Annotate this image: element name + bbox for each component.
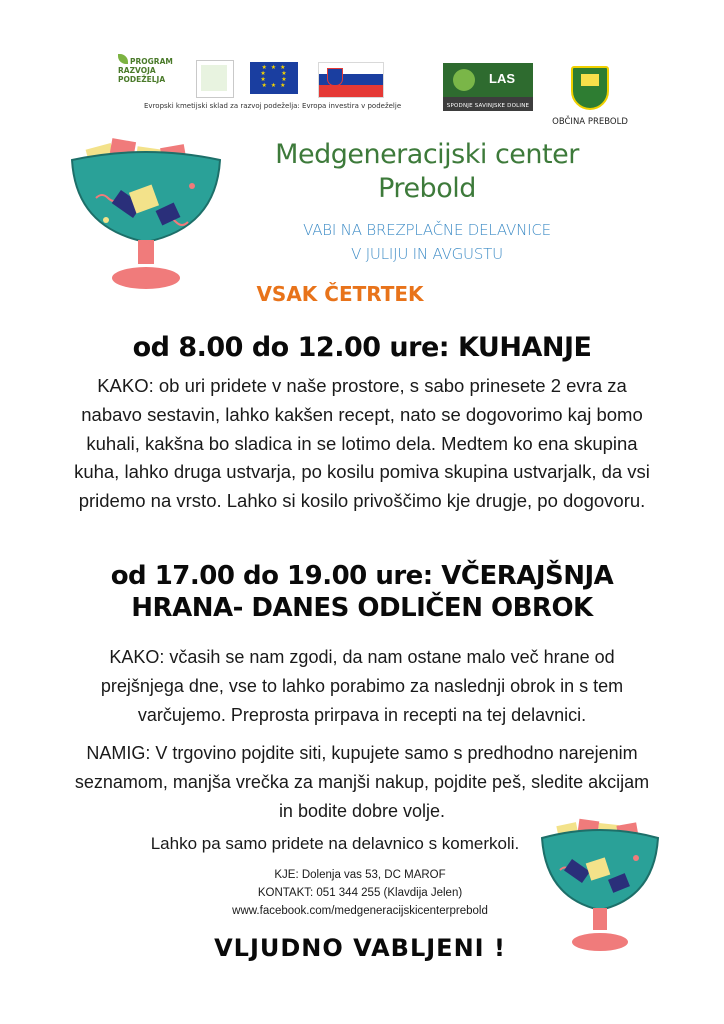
municipality-name: OBČINA PREBOLD: [552, 117, 628, 127]
subtitle-line2: V JULIJU IN AVGUSTU: [351, 245, 503, 263]
location-text: KJE: Dolenja vas 53, DC MAROF: [274, 869, 446, 881]
facebook-link[interactable]: www.facebook.com/medgeneracijskicenterprebold: [232, 905, 488, 917]
session2-heading: [40, 560, 684, 624]
session2-text: KAKO: včasih se nam zgodi, da nam ostane malo več hrane od prejšnjega dne, vse to lahko porabimo za naslednji obrok in s tem varčujemo. Preprosta prirpava in recepti na tej delavnici.: [100, 647, 624, 725]
page-subtitle: [262, 218, 592, 266]
page-title: [262, 138, 592, 206]
contact-phone: KONTAKT: 051 344 255 (Klavdija Jelen): [257, 887, 463, 899]
title-line1: Medgeneracijski center: [275, 139, 579, 170]
fruit-bowl-illustration-bottom: [538, 818, 662, 952]
las-subtitle: SPODNJE SAVINJSKE DOLINE: [446, 103, 530, 109]
funding-logo-strip: [112, 48, 414, 120]
prebold-crest-icon: [571, 66, 609, 110]
title-line2: Prebold: [378, 173, 476, 204]
leader-logo: [196, 60, 234, 98]
las-logo: [443, 63, 533, 111]
fruit-bowl-illustration-top: [66, 138, 226, 290]
program-line3: PODEŽELJA: [118, 75, 166, 84]
closing-invitation: VLJUDNO VABLJENI !: [214, 934, 506, 962]
eu-flag-icon: ★ ★ ★ ★ ★ ★ ★ ★ ★ ★: [250, 62, 298, 94]
session2-heading-line1: od 17.00 do 19.00 ure: VČERAJŠNJA: [110, 561, 614, 591]
subtitle-line1: VABI NA BREZPLAČNE DELAVNICE: [303, 221, 551, 239]
eafrd-caption: Evropski kmetijski sklad za razvoj podeželja: Evropa investira v podeželje: [144, 102, 402, 110]
tip-text: NAMIG: V trgovino pojdite siti, kupujete samo s predhodno narejenim seznamom, manjša vrečka za manjši nakup, pojdite peš, sledite akcijam in bodite dobre volje.: [74, 743, 650, 821]
leaf-icon: [118, 54, 128, 64]
program-line1: PROGRAM: [130, 57, 173, 66]
session2-heading-line2: HRANA- DANES ODLIČEN OBROK: [131, 593, 593, 623]
grape-icon: [453, 69, 475, 91]
extra-text: Lahko pa samo pridete na delavnico s komerkoli.: [150, 834, 520, 853]
las-name: LAS: [489, 71, 515, 86]
slovenia-flag-icon: [318, 62, 384, 98]
session1-heading: od 8.00 do 12.00 ure: KUHANJE: [132, 332, 592, 363]
session1-text: KAKO: ob uri pridete v naše prostore, s sabo prinesete 2 evra za nabavo sestavin, lahko kakšen recept, nato se dogovorimo kaj bomo kuhali, kakšna bo sladica in se lotimo dela. Medtem ko ena skupina kuha, lahko druga ustvarja, po kosilu pomiva skupina ustvarjalk, da vsi pridemo na vrsto. Lahko si kosilo privoščimo kje drugje, po dogovoru.: [74, 375, 650, 512]
program-razvoja-logo: [118, 54, 188, 84]
program-line2: RAZVOJA: [118, 66, 156, 75]
every-thursday-label: VSAK ČETRTEK: [256, 282, 424, 306]
